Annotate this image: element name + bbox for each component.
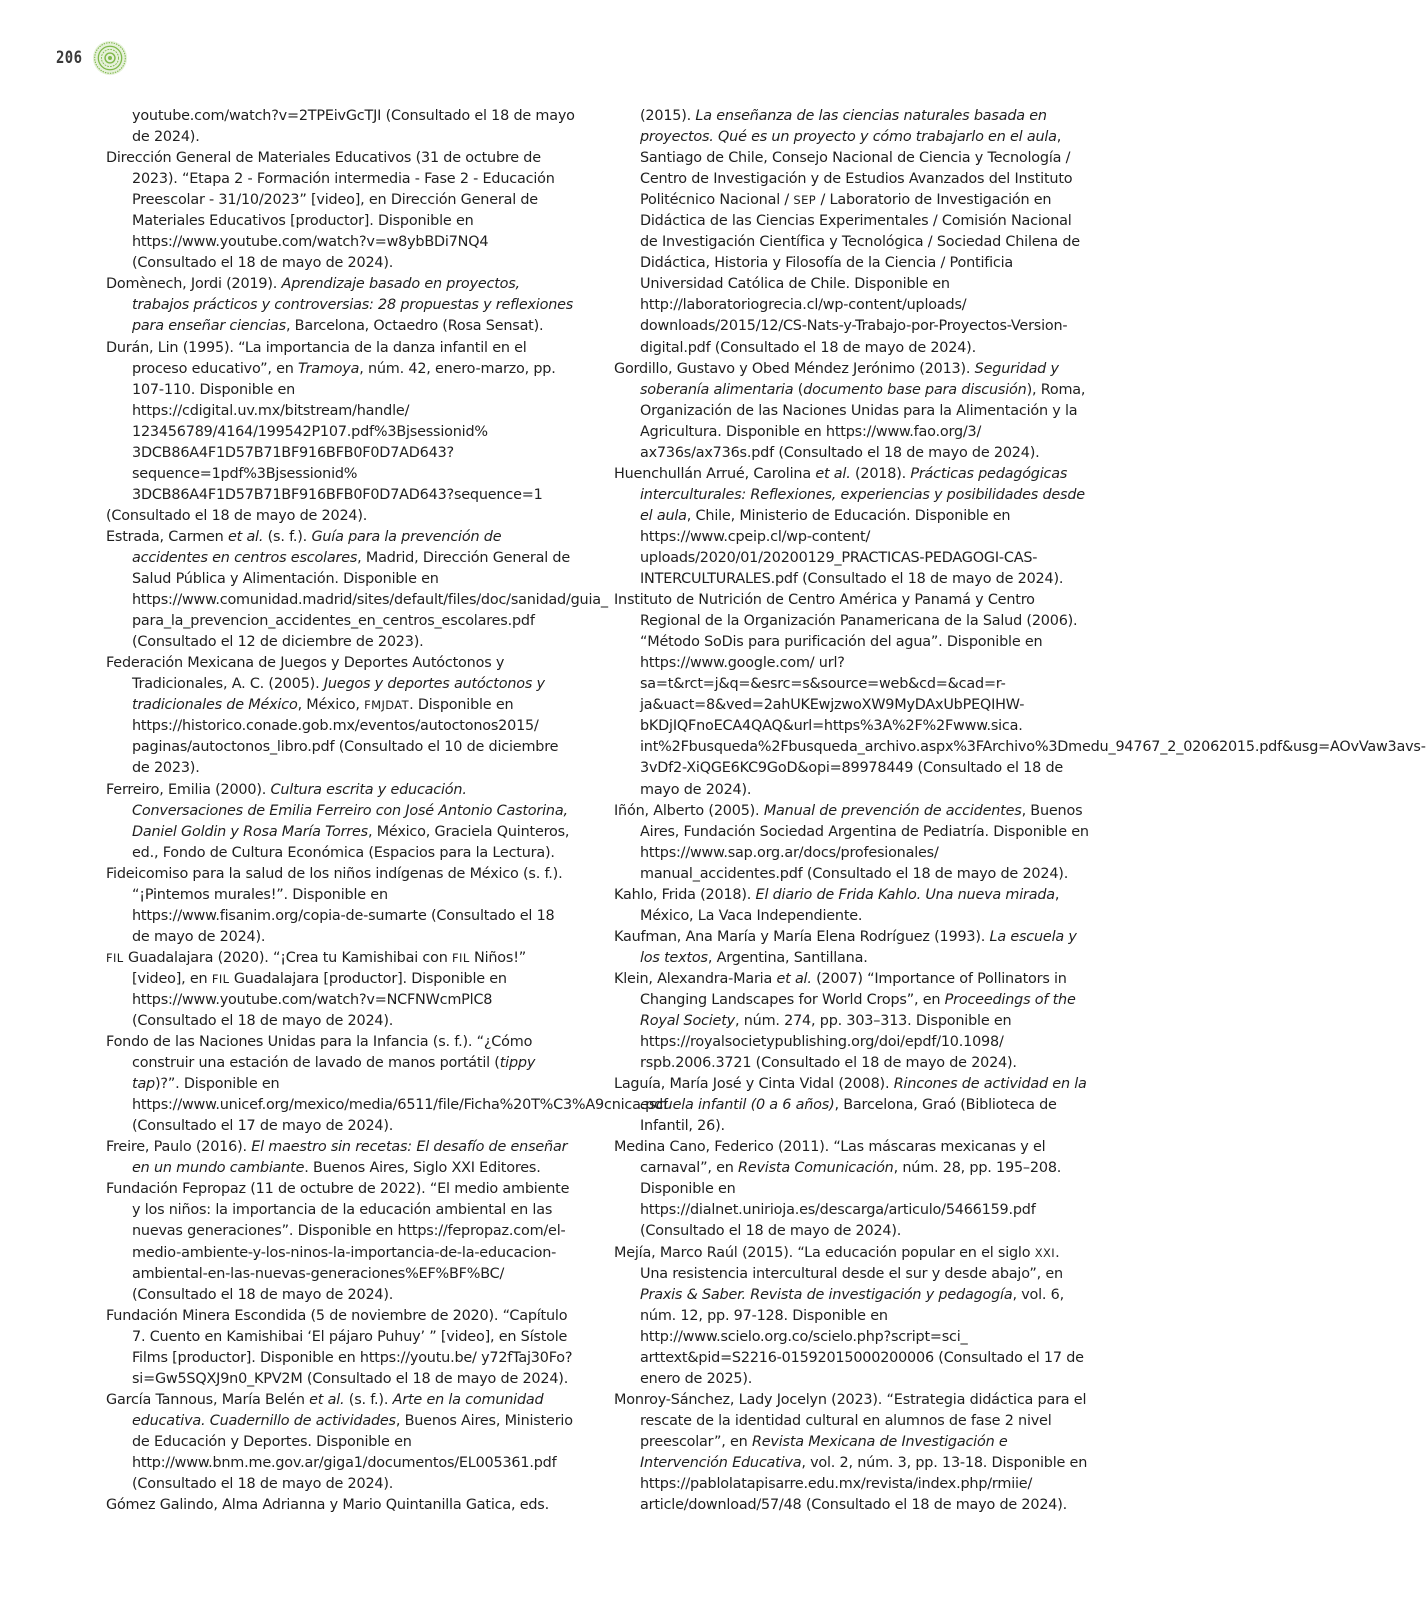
reference-text: Niños!” [video], en bbox=[132, 949, 527, 987]
reference-title: Juegos y deportes autóctonos y tradicionales de México bbox=[132, 676, 545, 714]
reference-text: Klein, Alexandra-Maria bbox=[614, 970, 777, 987]
reference-text: , Barcelona, Graó (Biblioteca de Infantil, 26). bbox=[640, 1097, 1057, 1135]
reference-text: (Consultado el 18 de mayo de 2024). bbox=[106, 507, 368, 524]
reference-title: Tramoya bbox=[298, 360, 360, 377]
reference-entry bbox=[106, 653, 576, 779]
reference-text: Durán, Lin (1995). “La importancia de la danza infantil en el proceso educativo”, en bbox=[106, 339, 527, 377]
reference-entry bbox=[614, 1137, 1090, 1242]
reference-text: García Tannous, María Belén bbox=[106, 1391, 310, 1408]
reference-text: (s. f.). bbox=[344, 1391, 393, 1408]
reference-text: Freire, Paulo (2016). bbox=[106, 1139, 252, 1156]
reference-entry bbox=[614, 359, 1090, 464]
reference-text: )?”. Disponible en https://www.unicef.org/mexico/media/6511/file/Ficha%20T%C3%A9cnica.pdf (Consultado el 17 de mayo de 2024). bbox=[132, 1076, 668, 1135]
reference-text: Estrada, Carmen bbox=[106, 528, 228, 545]
reference-title: Aprendizaje basado en proyectos, trabajos prácticos y controversias: 28 propuestas y reflexiones para enseñar ciencias bbox=[132, 276, 574, 335]
reference-title: Cultura escrita y educación. Conversaciones de Emilia Ferreiro con José Antonio Castorina, Daniel Goldin y Rosa María Torres bbox=[132, 781, 568, 840]
reference-title: Prácticas pedagógicas interculturales: Reflexiones, experiencias y posibilidades desde el aula bbox=[640, 465, 1085, 524]
reference-text: , México, bbox=[297, 697, 365, 714]
reference-text: , Buenos Aires, Ministerio de Educación y Deportes. Disponible en http://www.bnm.me.gov.ar/giga1/documentos/EL005361.pdf (Consultado el 18 de mayo de 2024). bbox=[132, 1412, 573, 1493]
reference-title: Revista Mexicana de Investigación e Intervención Educativa bbox=[640, 1433, 1008, 1471]
reference-text: , vol. 6, núm. 12, pp. 97-128. Disponible en http://www.scielo.org.co/scielo.php?script=sci_ arttext&pid=S2216-01592015000200006 (Consultado el 17 de enero de 2025). bbox=[640, 1286, 1084, 1387]
reference-text: Fundación Fepropaz (11 de octubre de 2022). “El medio ambiente y los niños: la importancia de la educación ambiental en las nuevas generaciones”. Disponible en https://fepropaz.com/el-medio-ambiente-y-los-ninos-la-importancia-de-la-educacion-ambiental-en-las-nuevas-generaciones%EF%BF%BC/ (Consultado el 18 de mayo de 2024). bbox=[106, 1181, 570, 1303]
reference-text: Iñón, Alberto (2005). bbox=[614, 802, 764, 819]
reference-title: El diario de Frida Kahlo. Una nueva mirada bbox=[755, 886, 1055, 903]
reference-title: Proceedings of the Royal Society bbox=[640, 991, 1076, 1030]
reference-entry bbox=[614, 801, 1090, 885]
reference-text: FIL bbox=[106, 950, 124, 965]
reference-title: La enseñanza de las ciencias naturales basada en proyectos. Qué es un proyecto y cómo trabajarlo en el aula bbox=[640, 108, 1057, 146]
reference-text: (2007) “Importance of Pollinators in Changing Landscapes for World Crops”, en bbox=[640, 970, 1067, 1008]
reference-title: El maestro sin recetas: El desafío de enseñar en un mundo cambiante bbox=[132, 1139, 568, 1177]
reference-text: (2015). bbox=[640, 108, 696, 124]
reference-title: documento base para discusión bbox=[803, 381, 1027, 398]
reference-text: , Buenos Aires, Fundación Sociedad Argentina de Pediatría. Disponible en https://www.sap.org.ar/docs/profesionales/ manual_accidentes.pdf (Consultado el 18 de mayo de 2024). bbox=[640, 802, 1089, 882]
reference-entry bbox=[106, 864, 576, 948]
reference-text: Monroy-Sánchez, Lady Jocelyn (2023). “Estrategia didáctica para el rescate de la identidad cultural en alumnos de fase 2 nivel preescolar”, en bbox=[614, 1391, 1087, 1450]
reference-text: (s. f.). bbox=[263, 528, 312, 545]
reference-entry bbox=[106, 274, 576, 337]
reference-text: Mejía, Marco Raúl (2015). “La educación popular en el siglo bbox=[614, 1244, 1035, 1261]
reference-title: et al. bbox=[815, 465, 851, 482]
reference-entry bbox=[106, 1032, 668, 1137]
reference-text: , México, Graciela Quinteros, ed., Fondo de Cultura Económica (Espacios para la Lectura). bbox=[132, 823, 570, 861]
reference-entry bbox=[614, 106, 1090, 359]
reference-entry bbox=[106, 527, 608, 653]
reference-text: Kaufman, Ana María y María Elena Rodríguez (1993). bbox=[614, 928, 990, 945]
reference-text: SEP bbox=[793, 193, 817, 208]
reference-entry bbox=[614, 1074, 1090, 1137]
reference-text: , Santiago de Chile, Consejo Nacional de Ciencia y Tecnología / Centro de Investigación y de Estudios Avanzados del Instituto Politécnico Nacional / bbox=[640, 129, 1073, 209]
reference-title: tippy tap bbox=[132, 1055, 536, 1093]
reference-text: ( bbox=[793, 381, 804, 398]
reference-text: , Chile, Ministerio de Educación. Disponible en https://www.cpeip.cl/wp-content/ uploads/2020/01/20200129_PRACTICAS-PEDAGOGI-CAS-INTERCULTURALES.pdf (Consultado el 18 de mayo de 2024). bbox=[640, 507, 1064, 588]
reference-text: Gómez Galindo, Alma Adrianna y Mario Quintanilla Gatica, eds. bbox=[106, 1497, 549, 1514]
reference-text: . Disponible en https://historico.conade.gob.mx/eventos/autoctonos2015/ paginas/autoctonos_libro.pdf (Consultado el 10 de diciembre de 2023). bbox=[132, 697, 559, 777]
reference-text: Gordillo, Gustavo y Obed Méndez Jerónimo (2013). bbox=[614, 360, 975, 377]
reference-title: Seguridad y soberanía alimentaria bbox=[640, 360, 1059, 398]
reference-title: Praxis & Saber. Revista de investigación y pedagogía bbox=[640, 1286, 1013, 1303]
reference-text: XXI bbox=[1034, 1245, 1056, 1260]
reference-entry bbox=[614, 590, 1426, 800]
reference-text: , núm. 28, pp. 195–208. Disponible en https://dialnet.unirioja.es/descarga/articulo/5466159.pdf (Consultado el 18 de mayo de 2024). bbox=[640, 1160, 1062, 1240]
reference-entry bbox=[106, 148, 576, 274]
reference-text: . Buenos Aires, Siglo XXI Editores. bbox=[304, 1160, 541, 1177]
reference-title: et al. bbox=[776, 970, 812, 987]
reference-entry bbox=[106, 1495, 576, 1516]
reference-title: Manual de prevención de accidentes bbox=[763, 802, 1022, 819]
reference-text: Laguía, María José y Cinta Vidal (2008). bbox=[614, 1076, 894, 1093]
reference-text: , Argentina, Santillana. bbox=[707, 949, 868, 966]
reference-entry bbox=[106, 780, 576, 864]
reference-text: FIL bbox=[211, 971, 230, 986]
reference-entry bbox=[106, 1390, 576, 1495]
reference-entry bbox=[614, 969, 1090, 1074]
reference-entry bbox=[614, 885, 1090, 927]
reference-title: et al. bbox=[227, 528, 264, 545]
reference-title: Guía para la prevención de accidentes en centros escolares bbox=[132, 528, 502, 566]
reference-text: FMJDAT bbox=[364, 698, 410, 713]
reference-text: Guadalajara (2020). “¡Crea tu Kamishibai con bbox=[123, 949, 453, 966]
reference-text: , Barcelona, Octaedro (Rosa Sensat). bbox=[285, 318, 544, 335]
reference-text: Federación Mexicana de Juegos y Deportes Autóctonos y Tradicionales, A. C. (2005). bbox=[106, 655, 505, 693]
reference-text: , vol. 2, núm. 3, pp. 13-18. Disponible en https://pablolatapisarre.edu.mx/revista/index.php/rmiie/ article/download/57/48 (Consultado el 18 de mayo de 2024). bbox=[640, 1455, 1088, 1514]
reference-text: , núm. 274, pp. 303–313. Disponible en https://royalsocietypublishing.org/doi/epdf/10.1098/ rspb.2006.3721 (Consultado el 18 de mayo de 2024). bbox=[640, 1013, 1017, 1072]
reference-entry bbox=[106, 1306, 576, 1390]
reference-text: , México, La Vaca Independiente. bbox=[640, 886, 1060, 924]
reference-title: La escuela y los textos bbox=[640, 928, 1077, 966]
reference-text: , núm. 42, enero-marzo, pp. 107-110. Disponible en https://cdigital.uv.mx/bitstream/handle/ 123456789/4164/199542P107.pdf%3Bjsessionid% 3DCB86A4F1D57B71BF916BFB0F0D7AD643? sequence=1pdf%3Bjsessionid% 3DCB86A4F1D57B71BF916BFB0F0D7AD643?sequence=1 bbox=[132, 360, 556, 503]
reference-text: Dirección General de Materiales Educativos (31 de octubre de 2023). “Etapa 2 - Formación intermedia - Fase 2 - Educación Preescolar - 31/10/2023” [video], en Dirección General de Materiales Educativos [productor]. Disponible en https://www.youtube.com/watch?v=w8ybBDi7NQ4 (Consultado el 18 de mayo de 2024). bbox=[106, 150, 555, 272]
reference-text: ), Roma, Organización de las Naciones Unidas para la Alimentación y la Agricultura. Disponible en https://www.fao.org/3/ ax736s/ax736s.pdf (Consultado el 18 de mayo de 2024). bbox=[640, 381, 1086, 461]
page-number: 206 bbox=[56, 48, 83, 68]
reference-text: Fundación Minera Escondida (5 de noviembre de 2020). “Capítulo 7. Cuento en Kamishibai ‘El pájaro Puhuy’ ” [video], en Sístole Films [productor]. Disponible en https://youtu.be/ y72fTaj30Fo?si=Gw5SQXJ9n0_KPV2M (Consultado el 18 de mayo de 2024). bbox=[106, 1307, 573, 1387]
bibliography-right-column bbox=[614, 106, 1426, 1516]
reference-entry bbox=[106, 1179, 576, 1305]
reference-text: Guadalajara [productor]. Disponible en https://www.youtube.com/watch?v=NCFNWcmPlC8 (Consultado el 18 de mayo de 2024). bbox=[132, 970, 507, 1030]
reference-text: / Laboratorio de Investigación en Didáctica de las Ciencias Experimentales / Comisión Nacional de Investigación Científica y Tecnológica / Sociedad Chilena de Didáctica, Historia y Filosofía de la Ciencia / Pontificia Universidad Católica de Chile. Disponible en http://laboratoriogrecia.cl/wp-content/uploads/ downloads/2015/12/CS-Nats-y-Trabajo-por-Proyectos-Version-digital.pdf (Consultado el 18 de mayo de 2024). bbox=[640, 192, 1080, 356]
reference-entry bbox=[106, 106, 576, 148]
reference-title: Rincones de actividad en la escuela infantil (0 a 6 años) bbox=[640, 1076, 1087, 1114]
reference-entry bbox=[614, 464, 1090, 590]
reference-entry bbox=[106, 948, 576, 1032]
page-header bbox=[56, 40, 128, 76]
reference-text: Fideicomiso para la salud de los niños indígenas de México (s. f.). “¡Pintemos murales!”. Disponible en https://www.fisanim.org/copia-de-sumarte (Consultado el 18 de mayo de 2024). bbox=[106, 865, 563, 945]
reference-text: Ferreiro, Emilia (2000). bbox=[106, 781, 271, 798]
reference-entry bbox=[106, 338, 576, 506]
bibliography-left-column bbox=[106, 106, 668, 1516]
reference-entry bbox=[614, 1390, 1090, 1516]
reference-text: . Una resistencia intercultural desde el sur y desde abajo”, en bbox=[640, 1244, 1063, 1282]
reference-title: et al. bbox=[309, 1391, 345, 1408]
reference-entry bbox=[106, 1137, 576, 1179]
green-circular-seal-icon bbox=[92, 40, 128, 76]
reference-entry bbox=[106, 506, 576, 527]
reference-entry bbox=[614, 927, 1090, 969]
reference-text: , Madrid, Dirección General de Salud Pública y Alimentación. Disponible en https://www.comunidad.madrid/sites/default/files/doc/sanidad/guia_ para_la_prevencion_accidentes_en_centros_escolares.pdf (Consultado el 12 de diciembre de 2023). bbox=[132, 549, 608, 651]
reference-title: Arte en la comunidad educativa. Cuadernillo de actividades bbox=[132, 1391, 544, 1429]
reference-entry bbox=[614, 1243, 1090, 1390]
reference-text: Instituto de Nutrición de Centro América y Panamá y Centro Regional de la Organización Panamericana de la Salud (2006). “Método SoDis para purificación del agua”. Disponible en https://www.google.com/ url?sa=t&rct=j&q=&esrc=s&source=web&cd=&cad=r-ja&uact=8&ved=2ahUKEwjzwoXW9MyDAxUbPEQIHW-bKDjIQFnoECA4QAQ&url=https%3A%2F%2Fwww.sica. int%2Fbusqueda%2Fbusqueda_archivo.aspx%3FArchivo%3Dmedu_94767_2_02062015.pdf&usg=AOvVaw3avs-3vDf2-XiQGE6KC9GoD&opi=89978449 (Consultado el 18 de mayo de 2024). bbox=[614, 592, 1426, 798]
reference-text: (2018). bbox=[850, 465, 911, 482]
reference-text: Medina Cano, Federico (2011). “Las máscaras mexicanas y el carnaval”, en bbox=[614, 1139, 1046, 1177]
reference-text: FIL bbox=[452, 950, 470, 965]
reference-text: youtube.com/watch?v=2TPEivGcTJI (Consultado el 18 de mayo de 2024). bbox=[132, 108, 575, 146]
reference-text: Fondo de las Naciones Unidas para la Infancia (s. f.). “¿Cómo construir una estación de lavado de manos portátil ( bbox=[106, 1034, 533, 1072]
reference-title: Revista Comunicación bbox=[738, 1160, 894, 1177]
reference-text: Kahlo, Frida (2018). bbox=[614, 886, 756, 903]
reference-text: Huenchullán Arrué, Carolina bbox=[614, 465, 816, 482]
reference-text: Domènech, Jordi (2019). bbox=[106, 276, 282, 293]
